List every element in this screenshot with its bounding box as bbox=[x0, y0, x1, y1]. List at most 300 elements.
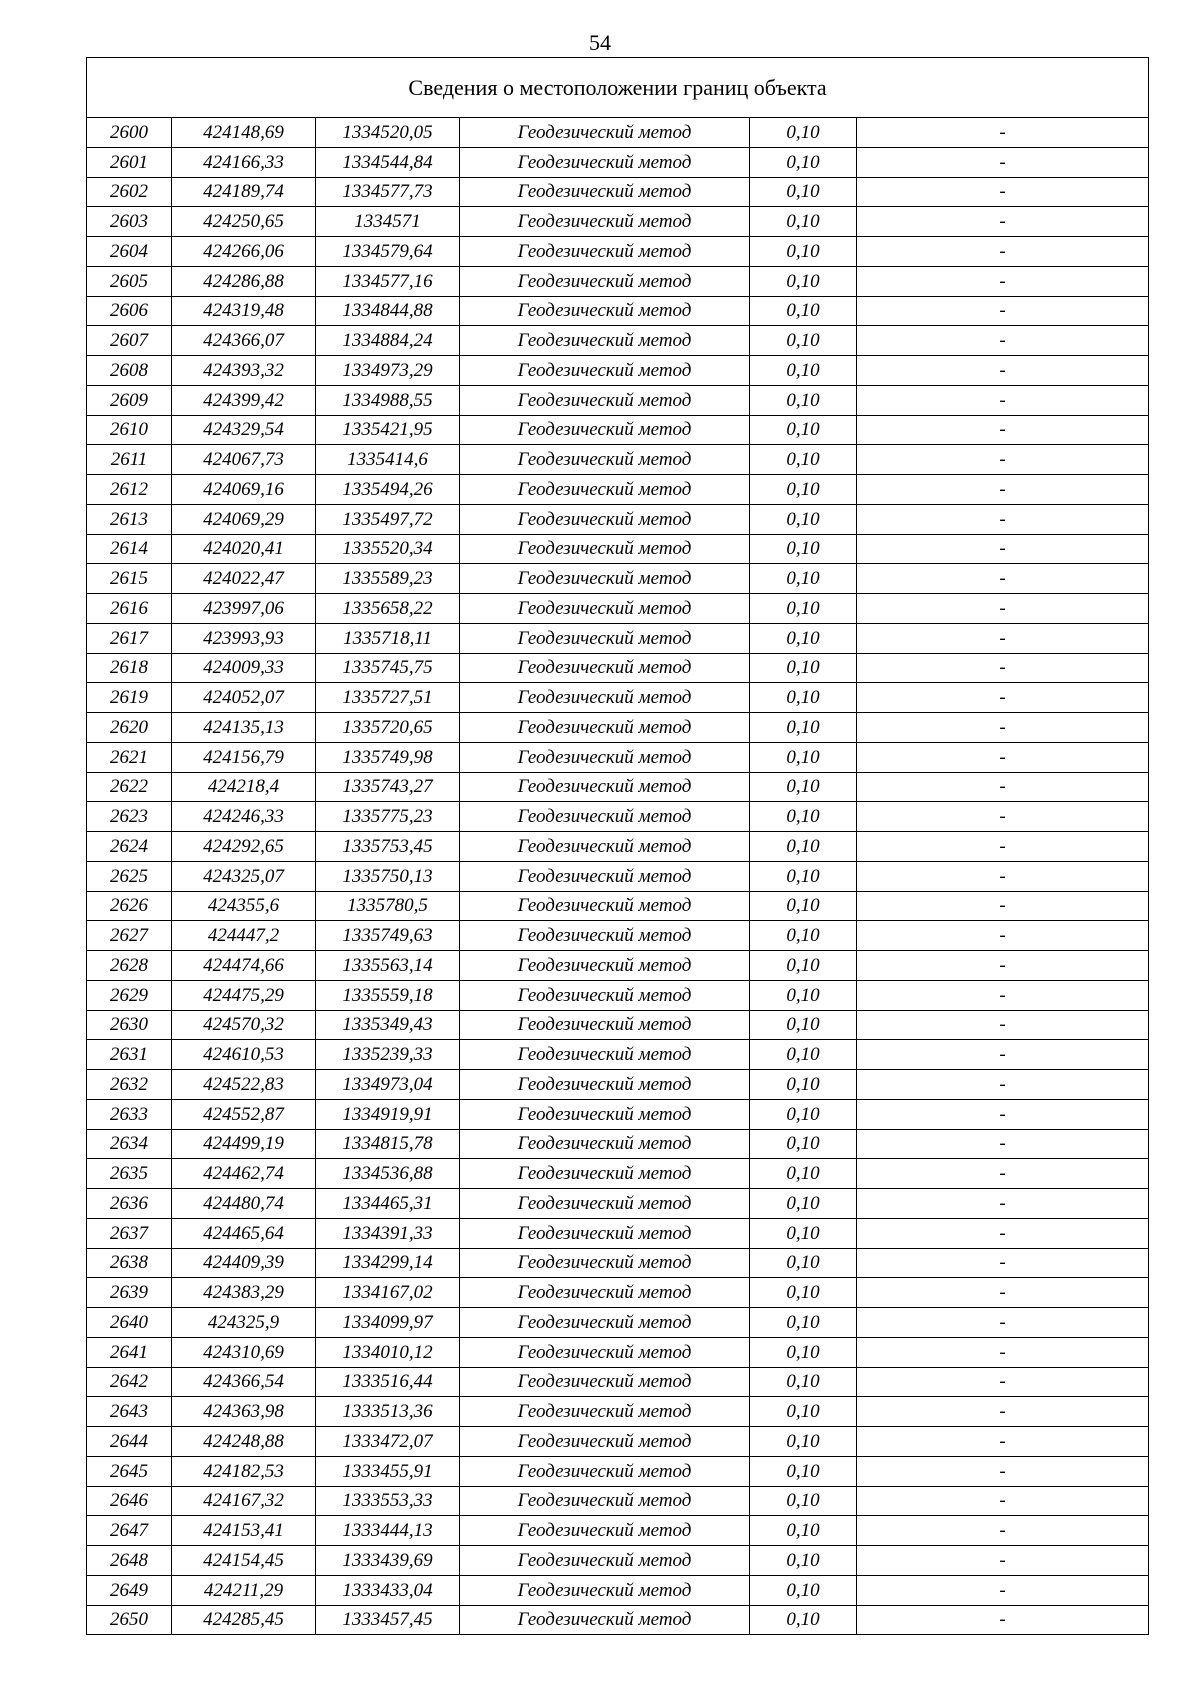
table-row bbox=[87, 1308, 1149, 1338]
point-number-cell: 2643 bbox=[87, 1397, 172, 1427]
y-coordinate-cell: 1333433,04 bbox=[316, 1575, 460, 1605]
method-cell: Геодезический метод bbox=[460, 1575, 750, 1605]
method-cell: Геодезический метод bbox=[460, 980, 750, 1010]
table-row bbox=[87, 1070, 1149, 1100]
description-cell: - bbox=[857, 742, 1149, 772]
accuracy-cell: 0,10 bbox=[750, 891, 857, 921]
description-cell: - bbox=[857, 1546, 1149, 1576]
x-coordinate-cell: 424211,29 bbox=[172, 1575, 316, 1605]
accuracy-cell: 0,10 bbox=[750, 1308, 857, 1338]
x-coordinate-cell: 424250,65 bbox=[172, 207, 316, 237]
method-cell: Геодезический метод bbox=[460, 534, 750, 564]
point-number-cell: 2633 bbox=[87, 1099, 172, 1129]
y-coordinate-cell: 1333444,13 bbox=[316, 1516, 460, 1546]
method-cell: Геодезический метод bbox=[460, 1367, 750, 1397]
x-coordinate-cell: 424522,83 bbox=[172, 1070, 316, 1100]
table-row bbox=[87, 653, 1149, 683]
y-coordinate-cell: 1334536,88 bbox=[316, 1159, 460, 1189]
accuracy-cell: 0,10 bbox=[750, 1070, 857, 1100]
description-cell: - bbox=[857, 772, 1149, 802]
point-number-cell: 2631 bbox=[87, 1040, 172, 1070]
x-coordinate-cell: 424393,32 bbox=[172, 356, 316, 386]
method-cell: Геодезический метод bbox=[460, 385, 750, 415]
point-number-cell: 2607 bbox=[87, 326, 172, 356]
table-row bbox=[87, 504, 1149, 534]
table-row bbox=[87, 980, 1149, 1010]
point-number-cell: 2649 bbox=[87, 1575, 172, 1605]
accuracy-cell: 0,10 bbox=[750, 623, 857, 653]
accuracy-cell: 0,10 bbox=[750, 1605, 857, 1635]
y-coordinate-cell: 1335414,6 bbox=[316, 445, 460, 475]
y-coordinate-cell: 1335494,26 bbox=[316, 475, 460, 505]
table-caption-row bbox=[87, 58, 1149, 118]
table-row bbox=[87, 1546, 1149, 1576]
point-number-cell: 2636 bbox=[87, 1189, 172, 1219]
x-coordinate-cell: 424022,47 bbox=[172, 564, 316, 594]
method-cell: Геодезический метод bbox=[460, 356, 750, 386]
method-cell: Геодезический метод bbox=[460, 1278, 750, 1308]
y-coordinate-cell: 1333553,33 bbox=[316, 1486, 460, 1516]
method-cell: Геодезический метод bbox=[460, 832, 750, 862]
x-coordinate-cell: 424189,74 bbox=[172, 177, 316, 207]
y-coordinate-cell: 1335497,72 bbox=[316, 504, 460, 534]
method-cell: Геодезический метод bbox=[460, 1010, 750, 1040]
accuracy-cell: 0,10 bbox=[750, 1218, 857, 1248]
description-cell: - bbox=[857, 534, 1149, 564]
point-number-cell: 2642 bbox=[87, 1367, 172, 1397]
y-coordinate-cell: 1333439,69 bbox=[316, 1546, 460, 1576]
x-coordinate-cell: 424067,73 bbox=[172, 445, 316, 475]
y-coordinate-cell: 1334167,02 bbox=[316, 1278, 460, 1308]
accuracy-cell: 0,10 bbox=[750, 980, 857, 1010]
accuracy-cell: 0,10 bbox=[750, 1189, 857, 1219]
method-cell: Геодезический метод bbox=[460, 802, 750, 832]
x-coordinate-cell: 424480,74 bbox=[172, 1189, 316, 1219]
method-cell: Геодезический метод bbox=[460, 653, 750, 683]
table-row bbox=[87, 1159, 1149, 1189]
x-coordinate-cell: 424325,07 bbox=[172, 861, 316, 891]
method-cell: Геодезический метод bbox=[460, 207, 750, 237]
y-coordinate-cell: 1333457,45 bbox=[316, 1605, 460, 1635]
description-cell: - bbox=[857, 1456, 1149, 1486]
y-coordinate-cell: 1335780,5 bbox=[316, 891, 460, 921]
accuracy-cell: 0,10 bbox=[750, 683, 857, 713]
table-row bbox=[87, 1397, 1149, 1427]
accuracy-cell: 0,10 bbox=[750, 1516, 857, 1546]
table-row bbox=[87, 1040, 1149, 1070]
method-cell: Геодезический метод bbox=[460, 594, 750, 624]
method-cell: Геодезический метод bbox=[460, 891, 750, 921]
description-cell: - bbox=[857, 385, 1149, 415]
y-coordinate-cell: 1335749,98 bbox=[316, 742, 460, 772]
table-row bbox=[87, 623, 1149, 653]
table-row bbox=[87, 1486, 1149, 1516]
y-coordinate-cell: 1335563,14 bbox=[316, 951, 460, 981]
x-coordinate-cell: 424475,29 bbox=[172, 980, 316, 1010]
description-cell: - bbox=[857, 475, 1149, 505]
point-number-cell: 2600 bbox=[87, 118, 172, 148]
method-cell: Геодезический метод bbox=[460, 1456, 750, 1486]
point-number-cell: 2610 bbox=[87, 415, 172, 445]
table-row bbox=[87, 385, 1149, 415]
description-cell: - bbox=[857, 951, 1149, 981]
accuracy-cell: 0,10 bbox=[750, 237, 857, 267]
description-cell: - bbox=[857, 445, 1149, 475]
y-coordinate-cell: 1334973,04 bbox=[316, 1070, 460, 1100]
description-cell: - bbox=[857, 237, 1149, 267]
y-coordinate-cell: 1334577,73 bbox=[316, 177, 460, 207]
x-coordinate-cell: 423993,93 bbox=[172, 623, 316, 653]
description-cell: - bbox=[857, 713, 1149, 743]
point-number-cell: 2608 bbox=[87, 356, 172, 386]
table-row bbox=[87, 534, 1149, 564]
description-cell: - bbox=[857, 1605, 1149, 1635]
method-cell: Геодезический метод bbox=[460, 296, 750, 326]
point-number-cell: 2641 bbox=[87, 1337, 172, 1367]
accuracy-cell: 0,10 bbox=[750, 1575, 857, 1605]
x-coordinate-cell: 424366,54 bbox=[172, 1367, 316, 1397]
accuracy-cell: 0,10 bbox=[750, 207, 857, 237]
y-coordinate-cell: 1334973,29 bbox=[316, 356, 460, 386]
point-number-cell: 2647 bbox=[87, 1516, 172, 1546]
table-row bbox=[87, 772, 1149, 802]
y-coordinate-cell: 1335349,43 bbox=[316, 1010, 460, 1040]
y-coordinate-cell: 1333513,36 bbox=[316, 1397, 460, 1427]
point-number-cell: 2617 bbox=[87, 623, 172, 653]
table-row bbox=[87, 1129, 1149, 1159]
accuracy-cell: 0,10 bbox=[750, 415, 857, 445]
point-number-cell: 2637 bbox=[87, 1218, 172, 1248]
point-number-cell: 2624 bbox=[87, 832, 172, 862]
table-row bbox=[87, 683, 1149, 713]
table-row bbox=[87, 207, 1149, 237]
y-coordinate-cell: 1335743,27 bbox=[316, 772, 460, 802]
accuracy-cell: 0,10 bbox=[750, 1040, 857, 1070]
method-cell: Геодезический метод bbox=[460, 1040, 750, 1070]
table-row bbox=[87, 1248, 1149, 1278]
point-number-cell: 2616 bbox=[87, 594, 172, 624]
x-coordinate-cell: 423997,06 bbox=[172, 594, 316, 624]
x-coordinate-cell: 424363,98 bbox=[172, 1397, 316, 1427]
x-coordinate-cell: 424182,53 bbox=[172, 1456, 316, 1486]
description-cell: - bbox=[857, 891, 1149, 921]
point-number-cell: 2635 bbox=[87, 1159, 172, 1189]
point-number-cell: 2628 bbox=[87, 951, 172, 981]
y-coordinate-cell: 1335720,65 bbox=[316, 713, 460, 743]
point-number-cell: 2648 bbox=[87, 1546, 172, 1576]
accuracy-cell: 0,10 bbox=[750, 1337, 857, 1367]
point-number-cell: 2613 bbox=[87, 504, 172, 534]
x-coordinate-cell: 424286,88 bbox=[172, 266, 316, 296]
point-number-cell: 2621 bbox=[87, 742, 172, 772]
point-number-cell: 2629 bbox=[87, 980, 172, 1010]
method-cell: Геодезический метод bbox=[460, 1546, 750, 1576]
description-cell: - bbox=[857, 1129, 1149, 1159]
point-number-cell: 2627 bbox=[87, 921, 172, 951]
y-coordinate-cell: 1333455,91 bbox=[316, 1456, 460, 1486]
accuracy-cell: 0,10 bbox=[750, 742, 857, 772]
table-body bbox=[87, 118, 1149, 1635]
table-row bbox=[87, 861, 1149, 891]
y-coordinate-cell: 1335753,45 bbox=[316, 832, 460, 862]
description-cell: - bbox=[857, 207, 1149, 237]
x-coordinate-cell: 424266,06 bbox=[172, 237, 316, 267]
description-cell: - bbox=[857, 1248, 1149, 1278]
y-coordinate-cell: 1335559,18 bbox=[316, 980, 460, 1010]
point-number-cell: 2638 bbox=[87, 1248, 172, 1278]
description-cell: - bbox=[857, 1010, 1149, 1040]
method-cell: Геодезический метод bbox=[460, 1189, 750, 1219]
point-number-cell: 2640 bbox=[87, 1308, 172, 1338]
point-number-cell: 2622 bbox=[87, 772, 172, 802]
accuracy-cell: 0,10 bbox=[750, 713, 857, 743]
x-coordinate-cell: 424009,33 bbox=[172, 653, 316, 683]
accuracy-cell: 0,10 bbox=[750, 1278, 857, 1308]
description-cell: - bbox=[857, 1218, 1149, 1248]
table-row bbox=[87, 326, 1149, 356]
method-cell: Геодезический метод bbox=[460, 118, 750, 148]
x-coordinate-cell: 424246,33 bbox=[172, 802, 316, 832]
x-coordinate-cell: 424329,54 bbox=[172, 415, 316, 445]
table-row bbox=[87, 1337, 1149, 1367]
method-cell: Геодезический метод bbox=[460, 1397, 750, 1427]
x-coordinate-cell: 424154,45 bbox=[172, 1546, 316, 1576]
accuracy-cell: 0,10 bbox=[750, 1159, 857, 1189]
accuracy-cell: 0,10 bbox=[750, 1546, 857, 1576]
x-coordinate-cell: 424135,13 bbox=[172, 713, 316, 743]
x-coordinate-cell: 424069,29 bbox=[172, 504, 316, 534]
point-number-cell: 2645 bbox=[87, 1456, 172, 1486]
point-number-cell: 2634 bbox=[87, 1129, 172, 1159]
description-cell: - bbox=[857, 326, 1149, 356]
description-cell: - bbox=[857, 594, 1149, 624]
description-cell: - bbox=[857, 861, 1149, 891]
method-cell: Геодезический метод bbox=[460, 623, 750, 653]
description-cell: - bbox=[857, 504, 1149, 534]
table-row bbox=[87, 1456, 1149, 1486]
description-cell: - bbox=[857, 564, 1149, 594]
point-number-cell: 2619 bbox=[87, 683, 172, 713]
description-cell: - bbox=[857, 1070, 1149, 1100]
x-coordinate-cell: 424499,19 bbox=[172, 1129, 316, 1159]
page-number: 54 bbox=[589, 30, 611, 55]
x-coordinate-cell: 424148,69 bbox=[172, 118, 316, 148]
accuracy-cell: 0,10 bbox=[750, 504, 857, 534]
description-cell: - bbox=[857, 1308, 1149, 1338]
point-number-cell: 2625 bbox=[87, 861, 172, 891]
accuracy-cell: 0,10 bbox=[750, 177, 857, 207]
point-number-cell: 2604 bbox=[87, 237, 172, 267]
method-cell: Геодезический метод bbox=[460, 326, 750, 356]
y-coordinate-cell: 1333472,07 bbox=[316, 1427, 460, 1457]
method-cell: Геодезический метод bbox=[460, 1308, 750, 1338]
method-cell: Геодезический метод bbox=[460, 1248, 750, 1278]
y-coordinate-cell: 1334544,84 bbox=[316, 147, 460, 177]
description-cell: - bbox=[857, 1397, 1149, 1427]
x-coordinate-cell: 424218,4 bbox=[172, 772, 316, 802]
point-number-cell: 2632 bbox=[87, 1070, 172, 1100]
y-coordinate-cell: 1335727,51 bbox=[316, 683, 460, 713]
x-coordinate-cell: 424383,29 bbox=[172, 1278, 316, 1308]
method-cell: Геодезический метод bbox=[460, 1337, 750, 1367]
accuracy-cell: 0,10 bbox=[750, 1099, 857, 1129]
y-coordinate-cell: 1335775,23 bbox=[316, 802, 460, 832]
method-cell: Геодезический метод bbox=[460, 951, 750, 981]
description-cell: - bbox=[857, 147, 1149, 177]
x-coordinate-cell: 424447,2 bbox=[172, 921, 316, 951]
accuracy-cell: 0,10 bbox=[750, 861, 857, 891]
method-cell: Геодезический метод bbox=[460, 713, 750, 743]
table-row bbox=[87, 147, 1149, 177]
point-number-cell: 2603 bbox=[87, 207, 172, 237]
x-coordinate-cell: 424474,66 bbox=[172, 951, 316, 981]
x-coordinate-cell: 424570,32 bbox=[172, 1010, 316, 1040]
description-cell: - bbox=[857, 1367, 1149, 1397]
method-cell: Геодезический метод bbox=[460, 177, 750, 207]
accuracy-cell: 0,10 bbox=[750, 147, 857, 177]
y-coordinate-cell: 1334571 bbox=[316, 207, 460, 237]
table-row bbox=[87, 1605, 1149, 1635]
method-cell: Геодезический метод bbox=[460, 1218, 750, 1248]
y-coordinate-cell: 1334579,64 bbox=[316, 237, 460, 267]
accuracy-cell: 0,10 bbox=[750, 326, 857, 356]
y-coordinate-cell: 1335520,34 bbox=[316, 534, 460, 564]
table-row bbox=[87, 415, 1149, 445]
y-coordinate-cell: 1335749,63 bbox=[316, 921, 460, 951]
method-cell: Геодезический метод bbox=[460, 1427, 750, 1457]
accuracy-cell: 0,10 bbox=[750, 564, 857, 594]
point-number-cell: 2615 bbox=[87, 564, 172, 594]
x-coordinate-cell: 424153,41 bbox=[172, 1516, 316, 1546]
point-number-cell: 2630 bbox=[87, 1010, 172, 1040]
x-coordinate-cell: 424167,32 bbox=[172, 1486, 316, 1516]
method-cell: Геодезический метод bbox=[460, 1159, 750, 1189]
table-row bbox=[87, 1218, 1149, 1248]
table-row bbox=[87, 713, 1149, 743]
accuracy-cell: 0,10 bbox=[750, 385, 857, 415]
accuracy-cell: 0,10 bbox=[750, 445, 857, 475]
x-coordinate-cell: 424355,6 bbox=[172, 891, 316, 921]
accuracy-cell: 0,10 bbox=[750, 1129, 857, 1159]
x-coordinate-cell: 424156,79 bbox=[172, 742, 316, 772]
y-coordinate-cell: 1335750,13 bbox=[316, 861, 460, 891]
method-cell: Геодезический метод bbox=[460, 1486, 750, 1516]
description-cell: - bbox=[857, 1575, 1149, 1605]
accuracy-cell: 0,10 bbox=[750, 266, 857, 296]
table-row bbox=[87, 1427, 1149, 1457]
boundary-coordinates-table bbox=[86, 57, 1149, 1635]
table-row bbox=[87, 177, 1149, 207]
description-cell: - bbox=[857, 623, 1149, 653]
table-row bbox=[87, 891, 1149, 921]
x-coordinate-cell: 424325,9 bbox=[172, 1308, 316, 1338]
description-cell: - bbox=[857, 1486, 1149, 1516]
method-cell: Геодезический метод bbox=[460, 1070, 750, 1100]
method-cell: Геодезический метод bbox=[460, 415, 750, 445]
x-coordinate-cell: 424610,53 bbox=[172, 1040, 316, 1070]
method-cell: Геодезический метод bbox=[460, 921, 750, 951]
description-cell: - bbox=[857, 296, 1149, 326]
description-cell: - bbox=[857, 1516, 1149, 1546]
description-cell: - bbox=[857, 1159, 1149, 1189]
accuracy-cell: 0,10 bbox=[750, 772, 857, 802]
method-cell: Геодезический метод bbox=[460, 504, 750, 534]
accuracy-cell: 0,10 bbox=[750, 951, 857, 981]
x-coordinate-cell: 424292,65 bbox=[172, 832, 316, 862]
description-cell: - bbox=[857, 118, 1149, 148]
table-row bbox=[87, 1010, 1149, 1040]
y-coordinate-cell: 1334391,33 bbox=[316, 1218, 460, 1248]
accuracy-cell: 0,10 bbox=[750, 475, 857, 505]
point-number-cell: 2609 bbox=[87, 385, 172, 415]
description-cell: - bbox=[857, 356, 1149, 386]
description-cell: - bbox=[857, 921, 1149, 951]
table-row bbox=[87, 1367, 1149, 1397]
point-number-cell: 2626 bbox=[87, 891, 172, 921]
description-cell: - bbox=[857, 1278, 1149, 1308]
point-number-cell: 2623 bbox=[87, 802, 172, 832]
description-cell: - bbox=[857, 1427, 1149, 1457]
y-coordinate-cell: 1334988,55 bbox=[316, 385, 460, 415]
method-cell: Геодезический метод bbox=[460, 445, 750, 475]
table-row bbox=[87, 921, 1149, 951]
description-cell: - bbox=[857, 415, 1149, 445]
description-cell: - bbox=[857, 1099, 1149, 1129]
x-coordinate-cell: 424285,45 bbox=[172, 1605, 316, 1635]
table-row bbox=[87, 594, 1149, 624]
accuracy-cell: 0,10 bbox=[750, 1248, 857, 1278]
accuracy-cell: 0,10 bbox=[750, 1486, 857, 1516]
table-row bbox=[87, 118, 1149, 148]
point-number-cell: 2612 bbox=[87, 475, 172, 505]
y-coordinate-cell: 1334577,16 bbox=[316, 266, 460, 296]
accuracy-cell: 0,10 bbox=[750, 1456, 857, 1486]
x-coordinate-cell: 424552,87 bbox=[172, 1099, 316, 1129]
accuracy-cell: 0,10 bbox=[750, 802, 857, 832]
method-cell: Геодезический метод bbox=[460, 1516, 750, 1546]
table-row bbox=[87, 356, 1149, 386]
table-row bbox=[87, 266, 1149, 296]
method-cell: Геодезический метод bbox=[460, 1129, 750, 1159]
method-cell: Геодезический метод bbox=[460, 237, 750, 267]
y-coordinate-cell: 1333516,44 bbox=[316, 1367, 460, 1397]
description-cell: - bbox=[857, 683, 1149, 713]
x-coordinate-cell: 424399,42 bbox=[172, 385, 316, 415]
y-coordinate-cell: 1335718,11 bbox=[316, 623, 460, 653]
accuracy-cell: 0,10 bbox=[750, 1367, 857, 1397]
accuracy-cell: 0,10 bbox=[750, 356, 857, 386]
point-number-cell: 2614 bbox=[87, 534, 172, 564]
point-number-cell: 2650 bbox=[87, 1605, 172, 1635]
description-cell: - bbox=[857, 1189, 1149, 1219]
y-coordinate-cell: 1334010,12 bbox=[316, 1337, 460, 1367]
y-coordinate-cell: 1335239,33 bbox=[316, 1040, 460, 1070]
x-coordinate-cell: 424052,07 bbox=[172, 683, 316, 713]
table-row bbox=[87, 742, 1149, 772]
description-cell: - bbox=[857, 266, 1149, 296]
accuracy-cell: 0,10 bbox=[750, 296, 857, 326]
table-row bbox=[87, 802, 1149, 832]
accuracy-cell: 0,10 bbox=[750, 1397, 857, 1427]
method-cell: Геодезический метод bbox=[460, 861, 750, 891]
x-coordinate-cell: 424166,33 bbox=[172, 147, 316, 177]
point-number-cell: 2606 bbox=[87, 296, 172, 326]
table-row bbox=[87, 1099, 1149, 1129]
x-coordinate-cell: 424465,64 bbox=[172, 1218, 316, 1248]
description-cell: - bbox=[857, 980, 1149, 1010]
y-coordinate-cell: 1334520,05 bbox=[316, 118, 460, 148]
x-coordinate-cell: 424319,48 bbox=[172, 296, 316, 326]
